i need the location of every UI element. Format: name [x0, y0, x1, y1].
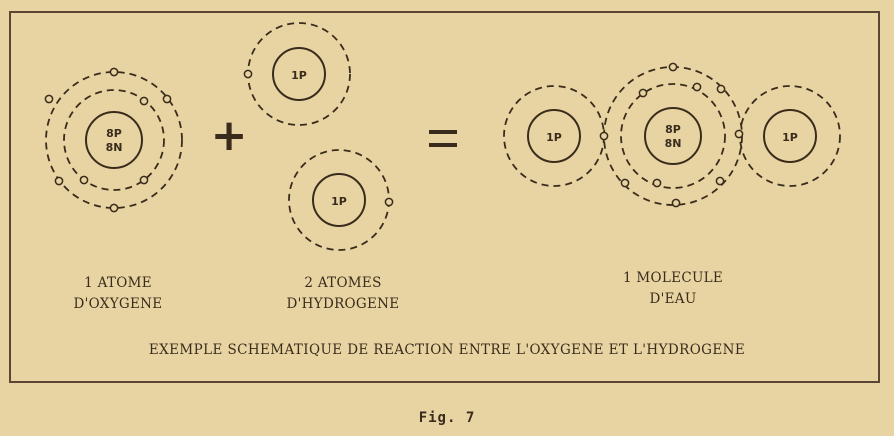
- electron: [693, 83, 700, 90]
- electron: [140, 97, 147, 104]
- electron: [80, 176, 87, 183]
- electron: [55, 177, 62, 184]
- electron: [639, 89, 646, 96]
- hydrogen-atoms-label: [273, 273, 413, 315]
- hydrogen-atom-top: [244, 23, 350, 125]
- electron: [110, 204, 117, 211]
- water-molecule: [504, 63, 840, 206]
- water-oxygen-label-2: 8N: [664, 137, 682, 150]
- oxygen-nucleus-label-2: 8N: [105, 141, 123, 154]
- hydrogen-nucleus-label: 1P: [331, 195, 347, 208]
- electron: [45, 95, 52, 102]
- hydrogen-label-line-2: D'HYDROGENE: [286, 296, 400, 312]
- electron: [717, 85, 724, 92]
- water-molecule-label: [603, 268, 743, 310]
- oxygen-atom: [45, 68, 182, 211]
- hydrogen-nucleus-label: 1P: [291, 69, 307, 82]
- oxygen-nucleus: [86, 112, 142, 168]
- hydrogen-atom-bottom: [289, 150, 393, 250]
- electron: [110, 68, 117, 75]
- electron: [163, 95, 170, 102]
- water-hydrogen-left-label: 1P: [546, 131, 562, 144]
- electron: [716, 177, 723, 184]
- water-oxygen-label-1: 8P: [665, 123, 681, 136]
- electron: [669, 63, 676, 70]
- electron: [244, 70, 251, 77]
- oxygen-label-line-1: 1 ATOME: [84, 275, 152, 291]
- water-label-line-2: D'EAU: [649, 291, 697, 307]
- oxygen-atom-label: [58, 273, 178, 315]
- oxygen-inner-orbit: [64, 90, 164, 190]
- oxygen-nucleus-label-1: 8P: [106, 127, 122, 140]
- electron: [600, 132, 607, 139]
- figure-reference: Fig. 7: [418, 410, 476, 426]
- diagram-caption: EXEMPLE SCHEMATIQUE DE REACTION ENTRE L'OXYGENE ET L'HYDROGENE: [148, 342, 746, 358]
- hydrogen-label-line-1: 2 ATOMES: [304, 275, 382, 291]
- electron: [385, 198, 392, 205]
- electron: [653, 179, 660, 186]
- water-hydrogen-right-label: 1P: [782, 131, 798, 144]
- electron: [140, 176, 147, 183]
- oxygen-label-line-2: D'OXYGENE: [73, 296, 163, 312]
- oxygen-outer-orbit: [46, 72, 182, 208]
- water-label-line-1: 1 MOLECULE: [622, 270, 724, 286]
- electron: [735, 130, 742, 137]
- plus-sign: +: [210, 110, 248, 161]
- water-oxygen-nucleus: [645, 108, 701, 164]
- electron: [621, 179, 628, 186]
- water-oxygen-inner-orbit: [621, 84, 725, 188]
- electron: [672, 199, 679, 206]
- equals-sign: [431, 132, 455, 145]
